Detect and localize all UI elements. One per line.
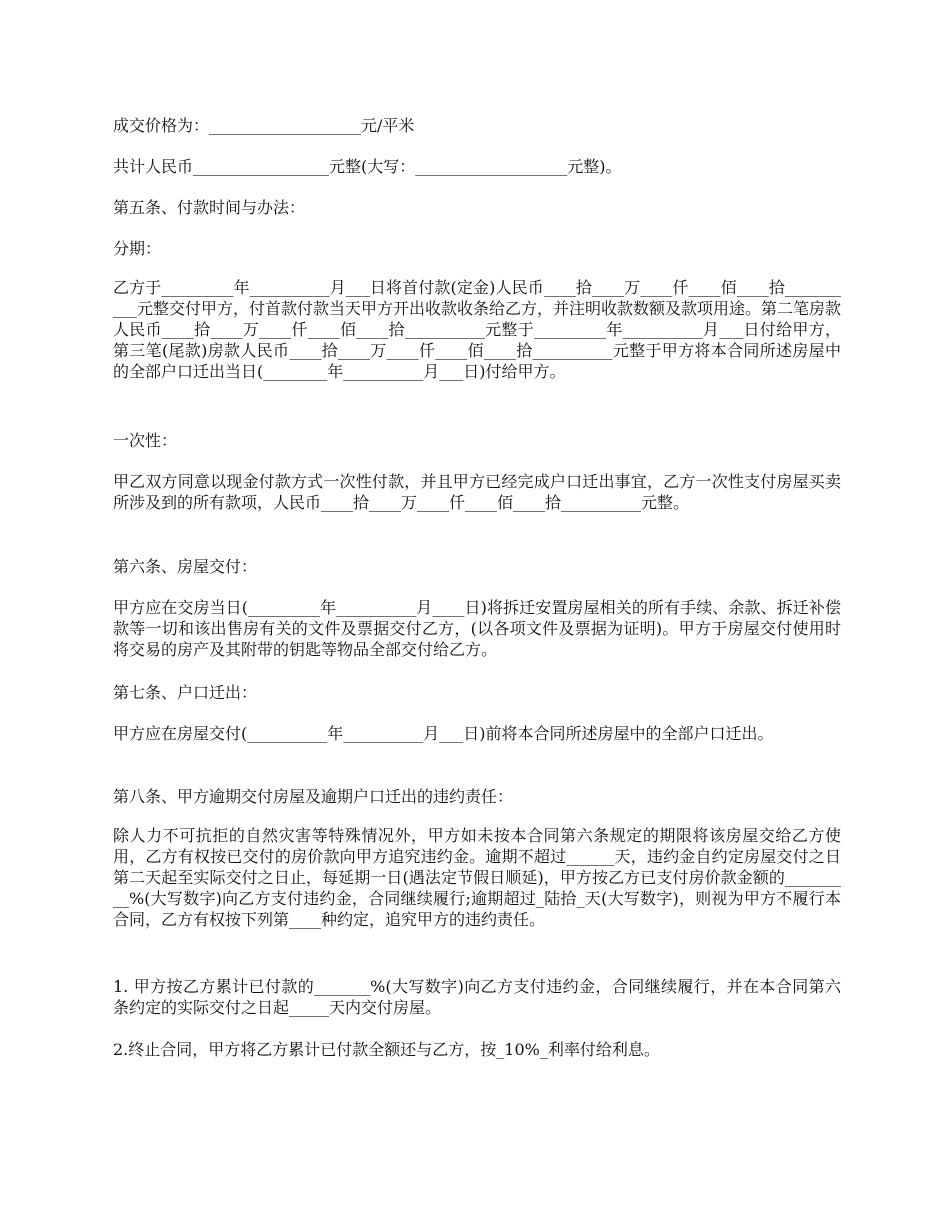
lump-sum-paragraph: 甲乙双方同意以现金付款方式一次性付款，并且甲方已经完成户口迁出事宜，乙方一次性支付房屋买卖所涉及到的所有款项，人民币____拾____万____仟____佰____拾__________元整。 <box>113 472 841 512</box>
lump-sum-heading: 一次性： <box>113 431 178 450</box>
installment-paragraph: 乙方于_________年__________月___日将首付款(定金)人民币____拾____万____仟____佰____拾__________元整交付甲方，付首款付款当天甲方开出收款收条给乙方，并注明收款数额及款项用途。第二笔房款人民币____拾____万____仟____佰____拾__________元整于_________年__________月___日付给甲方，第三笔(尾款)房款人民币____拾____万____仟____佰____拾__________元整于甲方将本合同所述房屋中的全部户口迁出当日(________年__________月___日)付给甲方。 <box>113 278 842 381</box>
option-1-paragraph: 1. 甲方按乙方累计已付款的_______%(大写数字)向乙方支付违约金，合同继续履行，并在本合同第六条约定的实际交付之日起_____天内交付房屋。 <box>113 977 841 1017</box>
price-per-sqm-line: 成交价格为：___________________元/平米 <box>113 116 415 135</box>
article-7-heading: 第七条、户口迁出： <box>113 683 258 702</box>
total-price-line: 共计人民币_________________元整(大写：___________________元整)。 <box>113 157 622 176</box>
delivery-paragraph: 甲方应在交房当日(_________年__________月____日)将拆迁安置房屋相关的所有手续、余款、拆迁补偿款等一切和该出售房有关的文件及票据交付乙方，(以各项文件及票据为证明)。甲方于房屋交付使用时将交易的房产及其附带的钥匙等物品全部交付给乙方。 <box>113 598 841 659</box>
article-5-heading: 第五条、付款时间与办法： <box>113 198 306 217</box>
option-2-paragraph: 2.终止合同，甲方将乙方累计已付款全额还与乙方，按_10%_利率付给利息。 <box>113 1040 660 1059</box>
household-paragraph: 甲方应在房屋交付(__________年__________月___日)前将本合同所述房屋中的全部户口迁出。 <box>113 724 774 743</box>
liability-paragraph: 除人力不可抗拒的自然灾害等特殊情况外，甲方如未按本合同第六条规定的期限将该房屋交给乙方使用，乙方有权按已交付的房价款向甲方追究违约金。逾期不超过______天，违约金自约定房屋交付之日第二天起至实际交付之日止，每延期一日(遇法定节假日顺延)，甲方按乙方已支付房价款金额的_________%(大写数字)向乙方支付违约金，合同继续履行;逾期超过_陆拾_天(大写数字)，则视为甲方不履行本合同，乙方有权按下列第____种约定，追究甲方的违约责任。 <box>113 826 841 929</box>
installment-heading: 分期： <box>113 239 162 258</box>
article-6-heading: 第六条、房屋交付： <box>113 557 258 576</box>
article-8-heading: 第八条、甲方逾期交付房屋及逾期户口迁出的违约责任： <box>113 787 514 806</box>
